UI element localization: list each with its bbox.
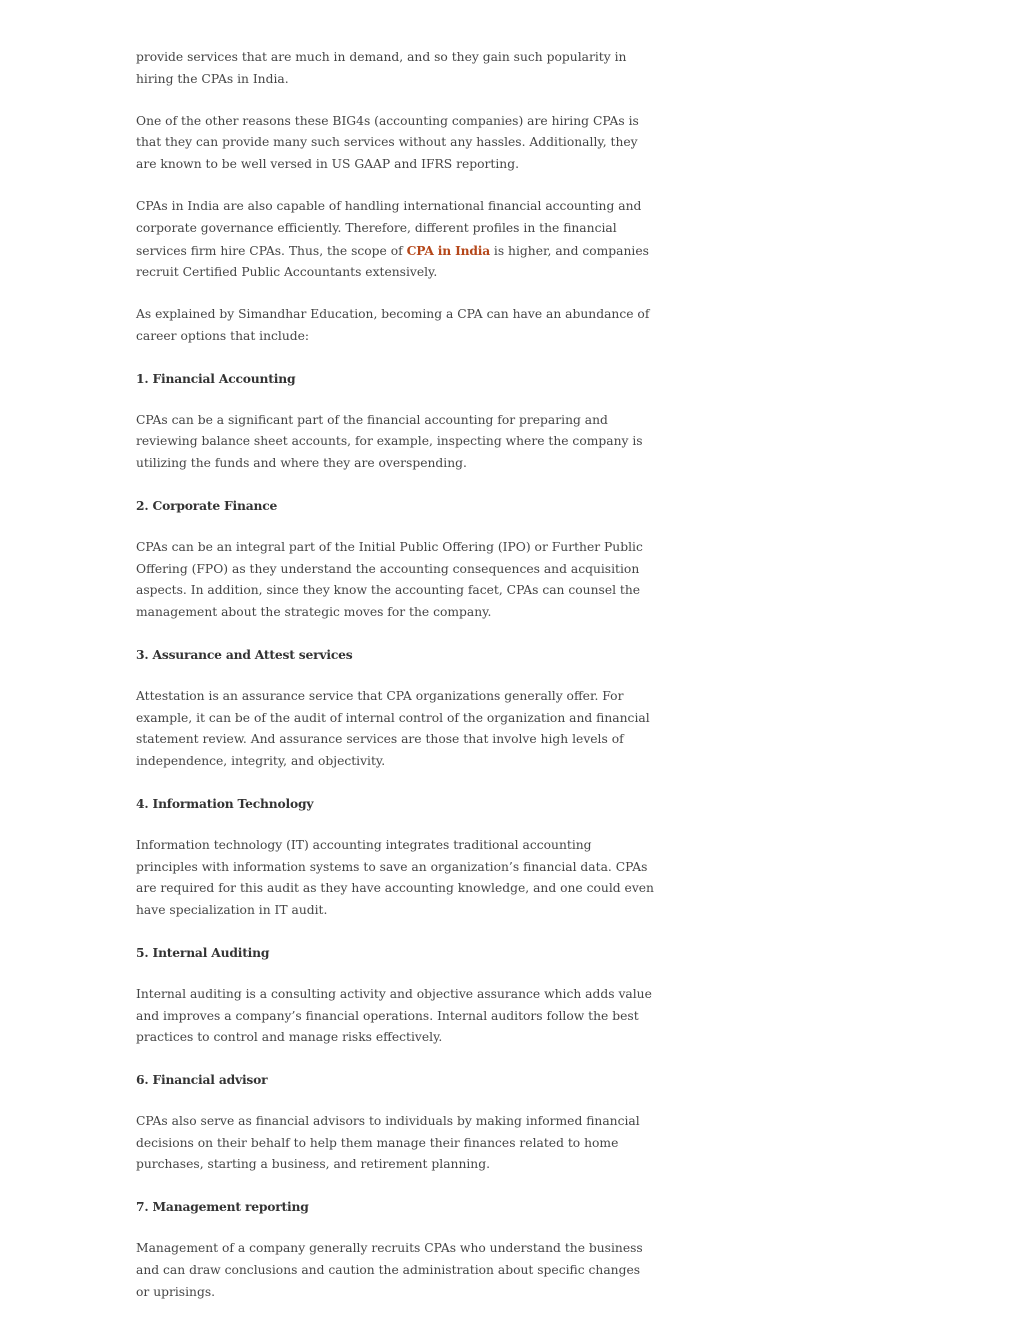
paragraph-big4: One of the other reasons these BIG4s (accounting companies) are hiring CPAs is that they can provide many such services without any hassles. Additionally, they are known to be well versed in US GAAP and IFRS reporting. — [136, 113, 639, 172]
paragraph-intro-end: provide services that are much in demand, and so they gain such popularity in hiring the CPAs in India. — [136, 50, 627, 86]
heading-financial-advisor: 6. Financial advisor — [136, 1072, 268, 1088]
paragraph-career-options: As explained by Simandhar Education, becoming a CPA can have an abundance of career options that include: — [136, 307, 650, 343]
heading-corporate-finance: 2. Corporate Finance — [136, 497, 278, 513]
heading-internal-auditing: 5. Internal Auditing — [136, 944, 270, 960]
paragraph-corporate-finance: CPAs can be an integral part of the Initial Public Offering (IPO) or Further Public Offering (FPO) as they understand the accounting consequences and acquisition aspects. In addition, since they know the accounting facet, CPAs can counsel the management about the strategic moves for the company. — [136, 539, 643, 620]
paragraph-financial-accounting: CPAs can be a significant part of the financial accounting for preparing and reviewing balance sheet accounts, for example, inspecting where the company is utilizing the funds and where they are overspending. — [136, 412, 643, 471]
heading-information-technology: 4. Information Technology — [136, 795, 314, 811]
paragraph-management-reporting: Management of a company generally recruits CPAs who understand the business and can draw conclusions and caution the administration about specific changes or uprisings. — [136, 1241, 643, 1299]
paragraph-information-technology: Information technology (IT) accounting integrates traditional accounting principles with information systems to save an organization’s financial data. CPAs are required for this audit as they have accounting knowledge, and one could even have specialization in IT audit. — [136, 837, 654, 918]
article-body — [136, 47, 656, 1303]
paragraph-financial-advisor: CPAs also serve as financial advisors to individuals by making informed financial decisions on their behalf to help them manage their finances related to home purchases, starting a business, and retirement planning. — [136, 1113, 640, 1172]
scope-text-after: is higher, and companies recruit Certified Public Accountants extensively. — [136, 243, 649, 280]
paragraph-assurance-attest: Attestation is an assurance service that CPA organizations generally offer. For example, it can be of the audit of internal control of the organization and financial statement review. And assurance services are those that involve high levels of independence, integrity, and objectivity. — [136, 688, 650, 769]
cpa-in-india-link[interactable]: CPA in India — [406, 242, 490, 258]
paragraph-scope — [136, 196, 656, 284]
scope-text-before: CPAs in India are also capable of handling international financial accounting and corporate governance efficiently. Therefore, different profiles in the financial services firm hire CPAs. Thus, the scope of — [136, 198, 642, 258]
heading-assurance-attest: 3. Assurance and Attest services — [136, 646, 353, 662]
heading-financial-accounting: 1. Financial Accounting — [136, 370, 296, 386]
heading-management-reporting: 7. Management reporting — [136, 1199, 309, 1215]
paragraph-internal-auditing: Internal auditing is a consulting activity and objective assurance which adds value and improves a company’s financial operations. Internal auditors follow the best practices to control and manage risks effectively. — [136, 986, 652, 1045]
